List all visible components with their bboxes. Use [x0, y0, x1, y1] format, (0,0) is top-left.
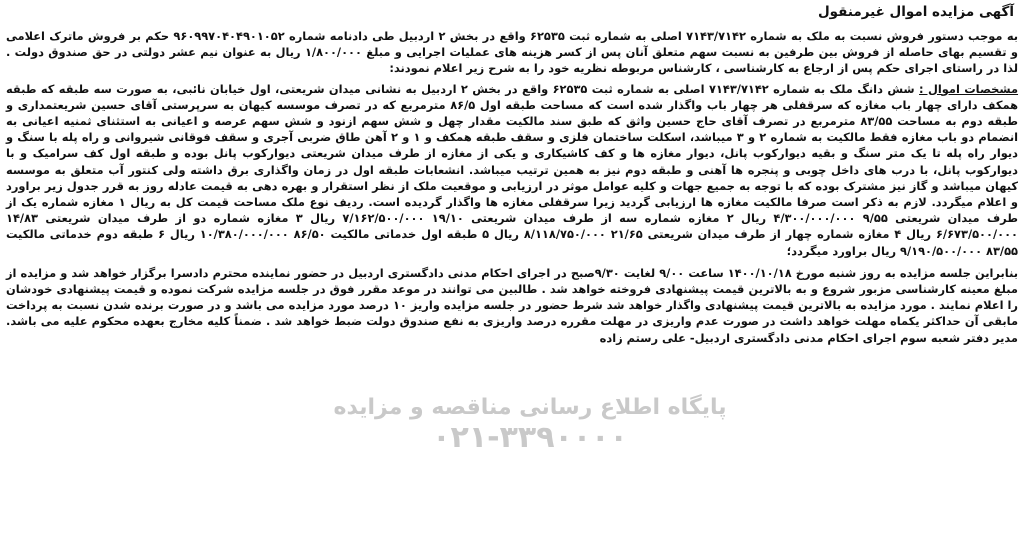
property-specs-heading: مشخصات اموال : — [919, 81, 1019, 96]
property-specs-text: شش دانگ ملک به شماره ۷۱۴۳/۷۱۴۲ اصلی به شماره ثبت ۶۲۵۳۵ واقع در بخش ۲ اردبیل به نشانی میدان شریعتی، اول خیابان نائبی، به صورت سه طبقه که طبقه همکف دارای چهار باب مغازه که سرقفلی هر چهار باب واگذار شده است که مساحت طبقه اول ۸۶/۵ مترمربع که در تصرف موسسه کیهان به سرپرستی آقای حسین شریعتمداری و طبقه دوم به مساحت ۸۳/۵۵ مترمربع در تصرف آقای حاج حسین واثق که طبق سند مالکیت مقدار چهل و شش سهم ازنود و شش سهم عرصه و اعیانی به استثنای ثمنیه اعیانی به انضمام دو باب مغازه فقط مالکیت به شماره ۲ و ۳ میباشد، اسکلت ساختمان فلزی و سقف طبقه همکف و ۱ و ۲ آهن طاق ضربی آجری و سقف فوقانی شیروانی و راه پله با سنگ و دیوار راه پله تا یک متر سنگ و بقیه دیوارکوب پانل، دیوار مغازه ها و کف کاشیکاری و یکی از مغازه از طرف میدان شریعتی دیوارکوب پانل بوده و طبقه اول کف سرامیک و با دیوارکوب پانل، با درب های داخل چوبی و پنجره ها آهنی و طبقه دوم نیز به همین ترتیب میباشد. انشعابات طبقه اول در زمان واگذاری برق داشته ولی کنتور آب متعلق به موسسه کیهان میباشد و گاز نیز مشترک بوده که با توجه به جمیع جهات و کلیه عوامل موثر در ارزیابی و موقعیت ملک از نظر استقرار و بهره دهی به قیمت عادله روز به قرر جدول زیر براورد و اعلام میگردد. لازم به ذکر است صرفا مالکیت مغازه ها ارزیابی گردید زیرا سرقفلی مغازه ها واگذار گردیده است. ردیف نوع ملک مساحت قیمت کل به ریال ۱ مغازه شماره یک از طرف میدان شریعتی ۹/۵۵ ۴/۳۰۰/۰۰۰/۰۰۰ ریال ۲ مغازه شماره سه از طرف میدان شریعتی ۱۹/۱۰ ۷/۱۶۲/۵۰۰/۰۰۰ ریال ۳ مغازه شماره دو از طرف میدان شریعتی ۱۴/۸۳ ۶/۶۷۳/۵۰۰/۰۰۰ ریال ۴ مغازه شماره چهار از طرف میدان شریعتی ۲۱/۶۵ ۸/۱۱۸/۷۵۰/۰۰۰ ریال ۵ طبقه اول خدماتی مالکیت ۸۶/۵۰ ۱۰/۳۸۰/۰۰۰/۰۰۰ ریال ۶ طبقه دوم خدماتی مالکیت ۸۳/۵۵ ۹/۱۹۰/۵۰۰/۰۰۰ ریال براورد میگردد؛ — [6, 81, 1019, 258]
notice-title: آگهی مزایده اموال غیرمنقول — [817, 4, 1014, 20]
watermark-site-name: پایگاه اطلاع رسانی مناقصه و مزایده — [333, 395, 727, 420]
watermark-phone: ۰۲۱-۳۳۹۰۰۰۰ — [432, 420, 628, 455]
auction-session-paragraph: بنابراین جلسه مزایده به روز شنبه مورخ ۱۴۰۰/۱۰/۱۸ ساعت ۹/۰۰ لغایت ۹/۳۰صبح در اجرای احکام مدنی دادگستری اردبیل در حضور نماینده محترم دادسرا برگزار خواهد شد و مزایده از مبلغ معینه کارشناسی مزبور شروع و به بالاترین قیمت پیشنهادی فروخته خواهد شد . طالبین می توانند در موعد مقرر فوق در جلسه مزایده شرکت نموده و قیمت پیشنهادی خودشان را اعلام نمایند . مورد مزایده به بالاترین قیمت پیشنهادی واگذار خواهد شد شرط حضور در جلسه مزایده واریز ۱۰ درصد مورد مزایده می باشد و در صورت برنده شدن نسبت به پرداخت مابقی آن حداکثر یکماه مهلت خواهد داشت در صورت عدم واریزی در مهلت مقرره درصد واریزی به نفع صندوق دولت ضبط خواهد شد . ضمناً کلیه مخارج بعهده محکوم علیه می باشد. مدیر دفتر شعبه سوم اجرای احکام مدنی دادگستری اردبیل- علی رستم زاده — [6, 265, 1018, 345]
notice-intro-paragraph: به موجب دستور فروش نسبت به ملک به شماره ۷۱۴۳/۷۱۴۲ اصلی به شماره ثبت ۶۲۵۳۵ واقع در بخش ۲ اردبیل طی دادنامه شماره ۹۶۰۹۹۷۰۴۰۴۹۰۱۰۵۲ حکم بر فروش ماترک اعلامی و تقسیم بهای حاصله از فروش بین طرفین به نسبت سهم متعلق آنان پس از کسر هزینه های عملیات اجرایی و مبلغ ۱/۸۰۰/۰۰۰ ریال به عنوان نیم عشر دولتی در حق صندوق دولت . لذا در راستای اجرای حکم پس از ارجاع به کارشناسی ، کارشناس مربوطه نظریه خود را به شرح زیر اعلام نمودند: — [6, 29, 1019, 76]
property-specs-paragraph — [6, 81, 1018, 259]
auction-notice — [6, 2, 1018, 537]
